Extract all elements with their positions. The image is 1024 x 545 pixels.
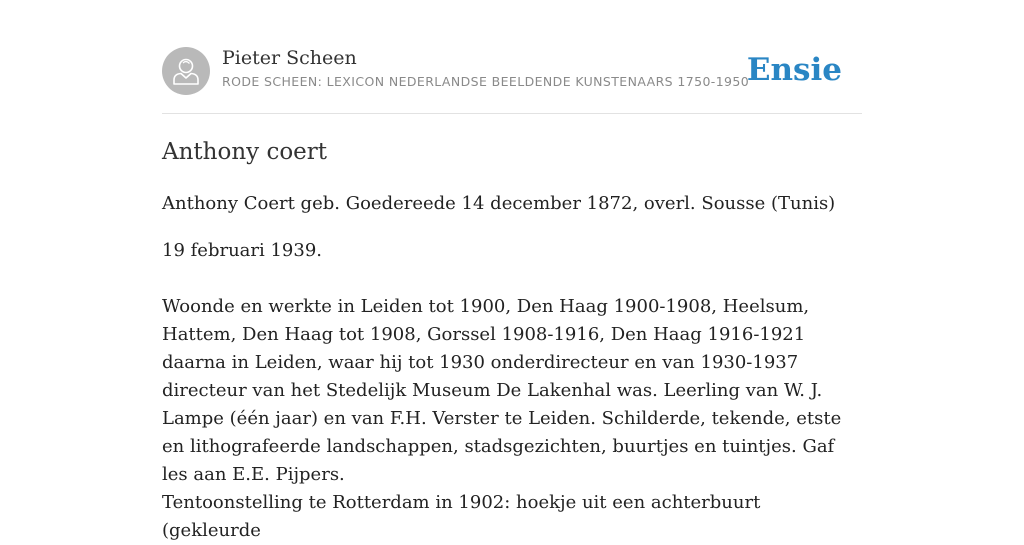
source-title[interactable]: RODE SCHEEN: LEXICON NEDERLANDSE BEELDENDE KUNSTENAARS 1750-1950 — [222, 74, 750, 89]
article-title: Anthony coert — [162, 139, 328, 165]
article-paragraph: Anthony Coert geb. Goedereede 14 december 1872, overl. Sousse (Tunis) — [162, 193, 836, 214]
article-page — [162, 0, 862, 541]
article-paragraph: 19 februari 1939. — [162, 240, 323, 261]
user-avatar-icon[interactable] — [162, 47, 210, 95]
author-name[interactable]: Pieter Scheen — [222, 47, 357, 69]
article-paragraph: Woonde en werkte in Leiden tot 1900, Den Haag 1900-1908, Heelsum, Hattem, Den Haag tot 1908, Gorssel 1908-1916, Den Haag 1916-1921 daarna in Leiden, waar hij tot 1930 onderdirecteur en van 1930-1937 directeur van het Stedelijk Museum De Lakenhal was. Leerling van W. J. Lampe (één jaar) en van F.H. Verster te Leiden. Schilderde, tekende, etste en lithografeerde landschappen, stadsgezichten, buurtjes en tuintjes. Gaf les aan E.E. Pijpers. — [162, 296, 842, 485]
article-paragraph: Tentoonstelling te Rotterdam in 1902: hoekje uit een achterbuurt (gekleurde — [162, 492, 761, 541]
ensie-logo[interactable]: Ensie — [746, 52, 842, 88]
article-header — [162, 46, 862, 114]
header-divider — [162, 113, 862, 114]
